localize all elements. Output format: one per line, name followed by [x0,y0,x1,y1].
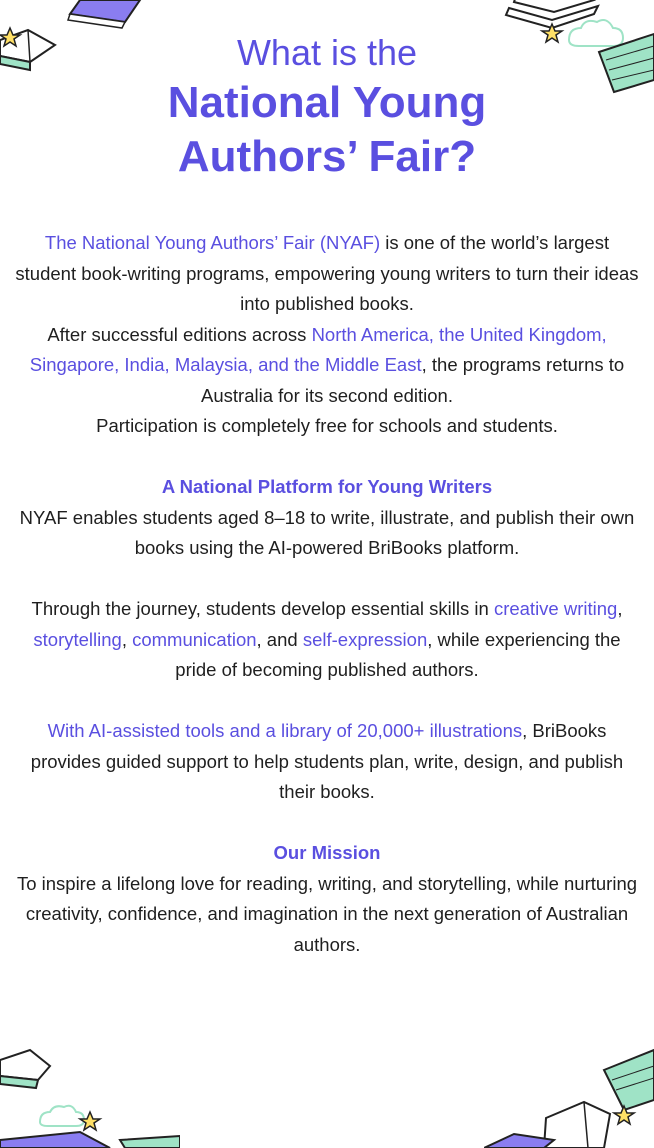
closed-book-icon [0,1132,180,1148]
mission-heading: Our Mission [273,842,381,863]
nyaf-name-highlight: The National Young Authors’ Fair (NYAF) [44,232,381,253]
closed-book-icon [68,0,140,28]
journey-text-a: Through the journey, students develop essential skills in [31,598,494,619]
journey-text-b: , while experiencing the pride of becoming published authors. [175,628,621,680]
title-block [0,30,654,184]
mission-paragraph: To inspire a lifelong love for reading, writing, and storytelling, while nurturing creativity, confidence, and imagination in the next generation of Australian authors. [16,872,638,955]
bottom-left-books-illustration [0,1040,180,1148]
bottom-right-books-illustration [484,1030,654,1148]
tools-paragraph [14,716,640,808]
journey-sep-2: , [121,628,133,650]
editions-text-a: After successful editions across [47,323,312,345]
journey-sep-3: , and [256,628,303,650]
participation-paragraph: Participation is completely free for schools and students. [96,415,558,436]
skill-creative-writing: creative writing [493,598,618,619]
spacer [14,564,640,595]
skill-storytelling: storytelling [33,628,122,650]
intro-text: is one of the world’s largest student book-writing programs, empowering young writers to turn their ideas into published books. [15,232,639,314]
open-book-icon [604,1050,654,1110]
tools-text: , BriBooks provides guided support to help students plan, write, design, and publish their books. [30,720,624,802]
journey-sep-1: , [617,598,623,619]
title-line-2: National Young [167,78,487,127]
closed-book-icon [484,1134,554,1148]
tools-highlight: With AI-assisted tools and a library of 20,000+ illustrations [47,720,523,741]
platform-heading: A National Platform for Young Writers [161,476,493,497]
spacer [14,442,640,473]
journey-paragraph [14,594,640,686]
main-content [14,228,640,960]
intro-paragraph [14,228,640,320]
editions-paragraph [14,320,640,412]
platform-paragraph: NYAF enables students aged 8–18 to write, illustrate, and publish their own books using the AI-powered BriBooks platform. [19,506,635,558]
spacer [14,686,640,717]
title-line-1: What is the [236,32,418,73]
skill-self-expression: self-expression [302,628,428,650]
editions-text-b: , the programs returns to Australia for its second edition. [201,354,625,406]
cloud-icon [40,1106,84,1126]
title-line-3: Authors’ Fair? [177,132,477,181]
regions-highlight: North America, the United Kingdom, Singapore, India, Malaysia, and the Middle East [29,323,607,375]
open-book-icon [0,1050,50,1088]
spacer [14,808,640,839]
skill-communication: communication [132,628,257,650]
